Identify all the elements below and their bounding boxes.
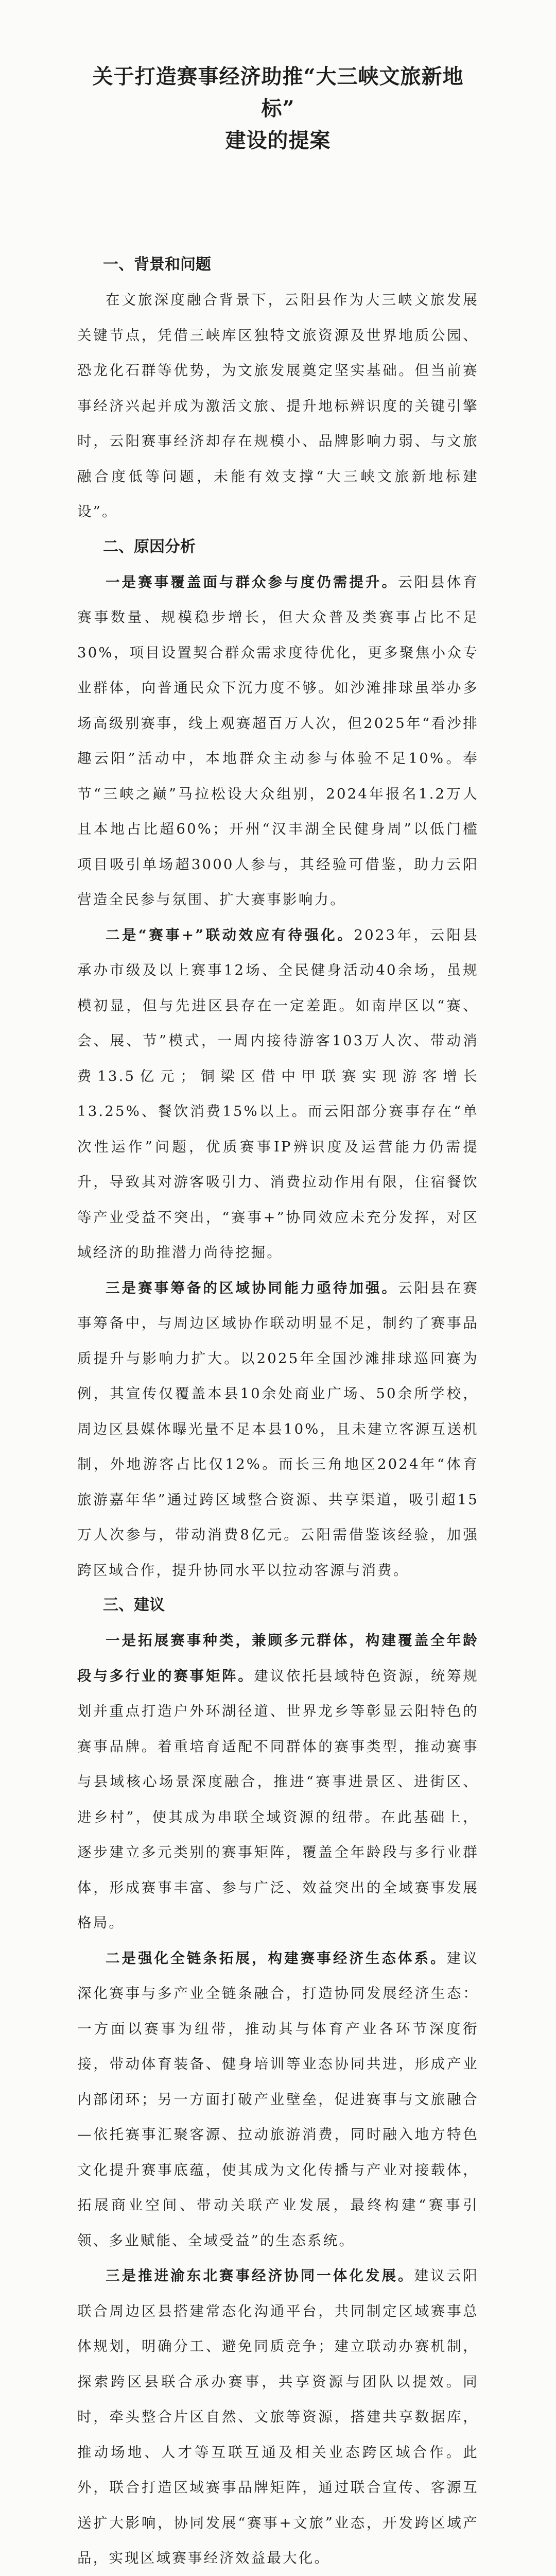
paragraph-analysis-3 [77,1270,479,1588]
paragraph-suggestion-2 [77,1941,479,2259]
paragraph-text: 建议云阳联合周边区县搭建常态化沟通平台，共同制定区域赛事总体规划，明确分工、避免同质竞争；建立联动办赛机制，探索跨区县联合承办赛事，共享资源与团队以提效。同时，牵头整合片区自然、文旅等资源，搭建共享数据库，推动场地、人才等互联互通及相关业态跨区域合作。此外，联合打造区域赛事品牌矩阵，通过联合宣传、客源互送扩大影响，协同发展“赛事+文旅”业态，开发跨区域产品，实现区域赛事经济效益最大化。 [77,2267,479,2566]
paragraph-text: 在文旅深度融合背景下，云阳县作为大三峡文旅发展关键节点，凭借三峡库区独特文旅资源及世界地质公园、恐龙化石群等优势，为文旅发展奠定坚实基础。但当前赛事经济兴起并成为激活文旅、提升地标辨识度的关键引擎时，云阳赛事经济却存在规模小、品牌影响力弱、与文旅融合度低等问题，未能有效支撑“大三峡文旅新地标建设”。 [77,292,479,520]
section-heading-analysis: 二、原因分析 [103,537,196,556]
paragraph-text: 云阳县体育赛事数量、规模稳步增长，但大众普及类赛事占比不足30%，项目设置契合群众需求度待优化，更多聚焦小众专业群体，向普通民众下沉力度不够。如沙滩排球虽举办多场高级别赛事，线上观赛超百万人次，但2025年“看沙排趣云阳”活动中，本地群众主动参与体验不足10%。奉节“三峡之巅”马拉松设大众组别，2024年报名1.2万人且本地占比超60%；开州“汉丰湖全民健身周”以低门槛项目吸引单场超3000人参与，其经验可借鉴，助力云阳营造全民参与氛围、扩大赛事影响力。 [77,573,479,908]
title-line-1: 关于打造赛事经济助推“大三峡文旅新地标” [92,64,464,121]
paragraph-text: 云阳县在赛事筹备中，与周边区域协作联动明显不足，制约了赛事品质提升与影响力扩大。以2025年全国沙滩排球巡回赛为例，其宣传仅覆盖本县10余处商业广场、50余所学校，周边区县媒体曝光量不足本县10%，且未建立客源互送机制，外地游客占比仅12%。而长三角地区2024年“体育旅游嘉年华”通过跨区域整合资源、共享渠道，吸引超15万人次参与，带动消费8亿元。云阳需借鉴该经验，加强跨区域合作，提升协同水平以拉动客源与消费。 [77,1279,479,1579]
paragraph-background [77,282,479,530]
paragraph-text: 建议依托县域特色资源，统筹规划并重点打造户外环湖径道、世界龙乡等彰显云阳特色的赛事品牌。着重培育适配不同群体的赛事类型，推动赛事与县域核心场景深度融合，推进“赛事进景区、进街区、进乡村”，使其成为串联全域资源的纽带。在此基础上，逐步建立多元类别的赛事矩阵，覆盖全年龄段与多行业群体，形成赛事丰富、参与广泛、效益突出的全域赛事发展格局。 [77,1667,479,1931]
paragraph-lead: 二是强化全链条拓展，构建赛事经济生态体系。 [106,1950,447,1967]
title-line-2: 建设的提案 [225,128,331,152]
paragraph-analysis-1 [77,565,479,918]
paragraph-suggestion-3 [77,2258,479,2576]
paragraph-text: 建议深化赛事与多产业全链条融合，打造协同发展经济生态：一方面以赛事为纽带，推动其与体育产业各环节深度衔接，带动体育装备、健身培训等业态协同共进，形成产业内部闭环；另一方面打破产业壁垒，促进赛事与文旅融合—依托赛事汇聚客源、拉动旅游消费，同时融入地方特色文化提升赛事底蕴，使其成为文化传播与产业对接载体，拓展商业空间、带动关联产业发展，最终构建“赛事引领、多业赋能、全域受益”的生态系统。 [77,1950,479,2249]
paragraph-lead: 一是拓展赛事种类，兼顾多元群体，构建覆盖全年龄段与多行业的赛事矩阵。 [77,1632,479,1684]
document-title [77,61,479,157]
paragraph-lead: 一是赛事覆盖面与群众参与度仍需提升。 [106,573,398,590]
paragraph-lead: 三是赛事筹备的区域协同能力亟待加强。 [106,1279,398,1296]
section-heading-background: 一、背景和问题 [103,256,211,274]
paragraph-suggestion-1 [77,1623,479,1941]
paragraph-text: 2023年，云阳县承办市级及以上赛事12场、全民健身活动40余场，虽规模初显，但与先进区县存在一定差距。如南岸区以“赛、会、展、节”模式，一周内接待游客103万人次、带动消费13.5亿元；铜梁区借中甲联赛实现游客增长13.25%、餐饮消费15%以上。而云阳部分赛事存在“单次性运作”问题，优质赛事IP辨识度及运营能力仍需提升，导致其对游客吸引力、消费拉动作用有限，住宿餐饮等产业受益不突出，“赛事+”协同效应未充分发挥，对区域经济的助推潜力尚待挖掘。 [77,926,479,1261]
paragraph-lead: 二是“赛事+”联动效应有待强化。 [106,926,354,943]
paragraph-lead: 三是推进渝东北赛事经济协同一体化发展。 [106,2267,414,2284]
paragraph-analysis-2 [77,918,479,1270]
section-heading-suggestions: 三、建议 [103,1596,165,1614]
